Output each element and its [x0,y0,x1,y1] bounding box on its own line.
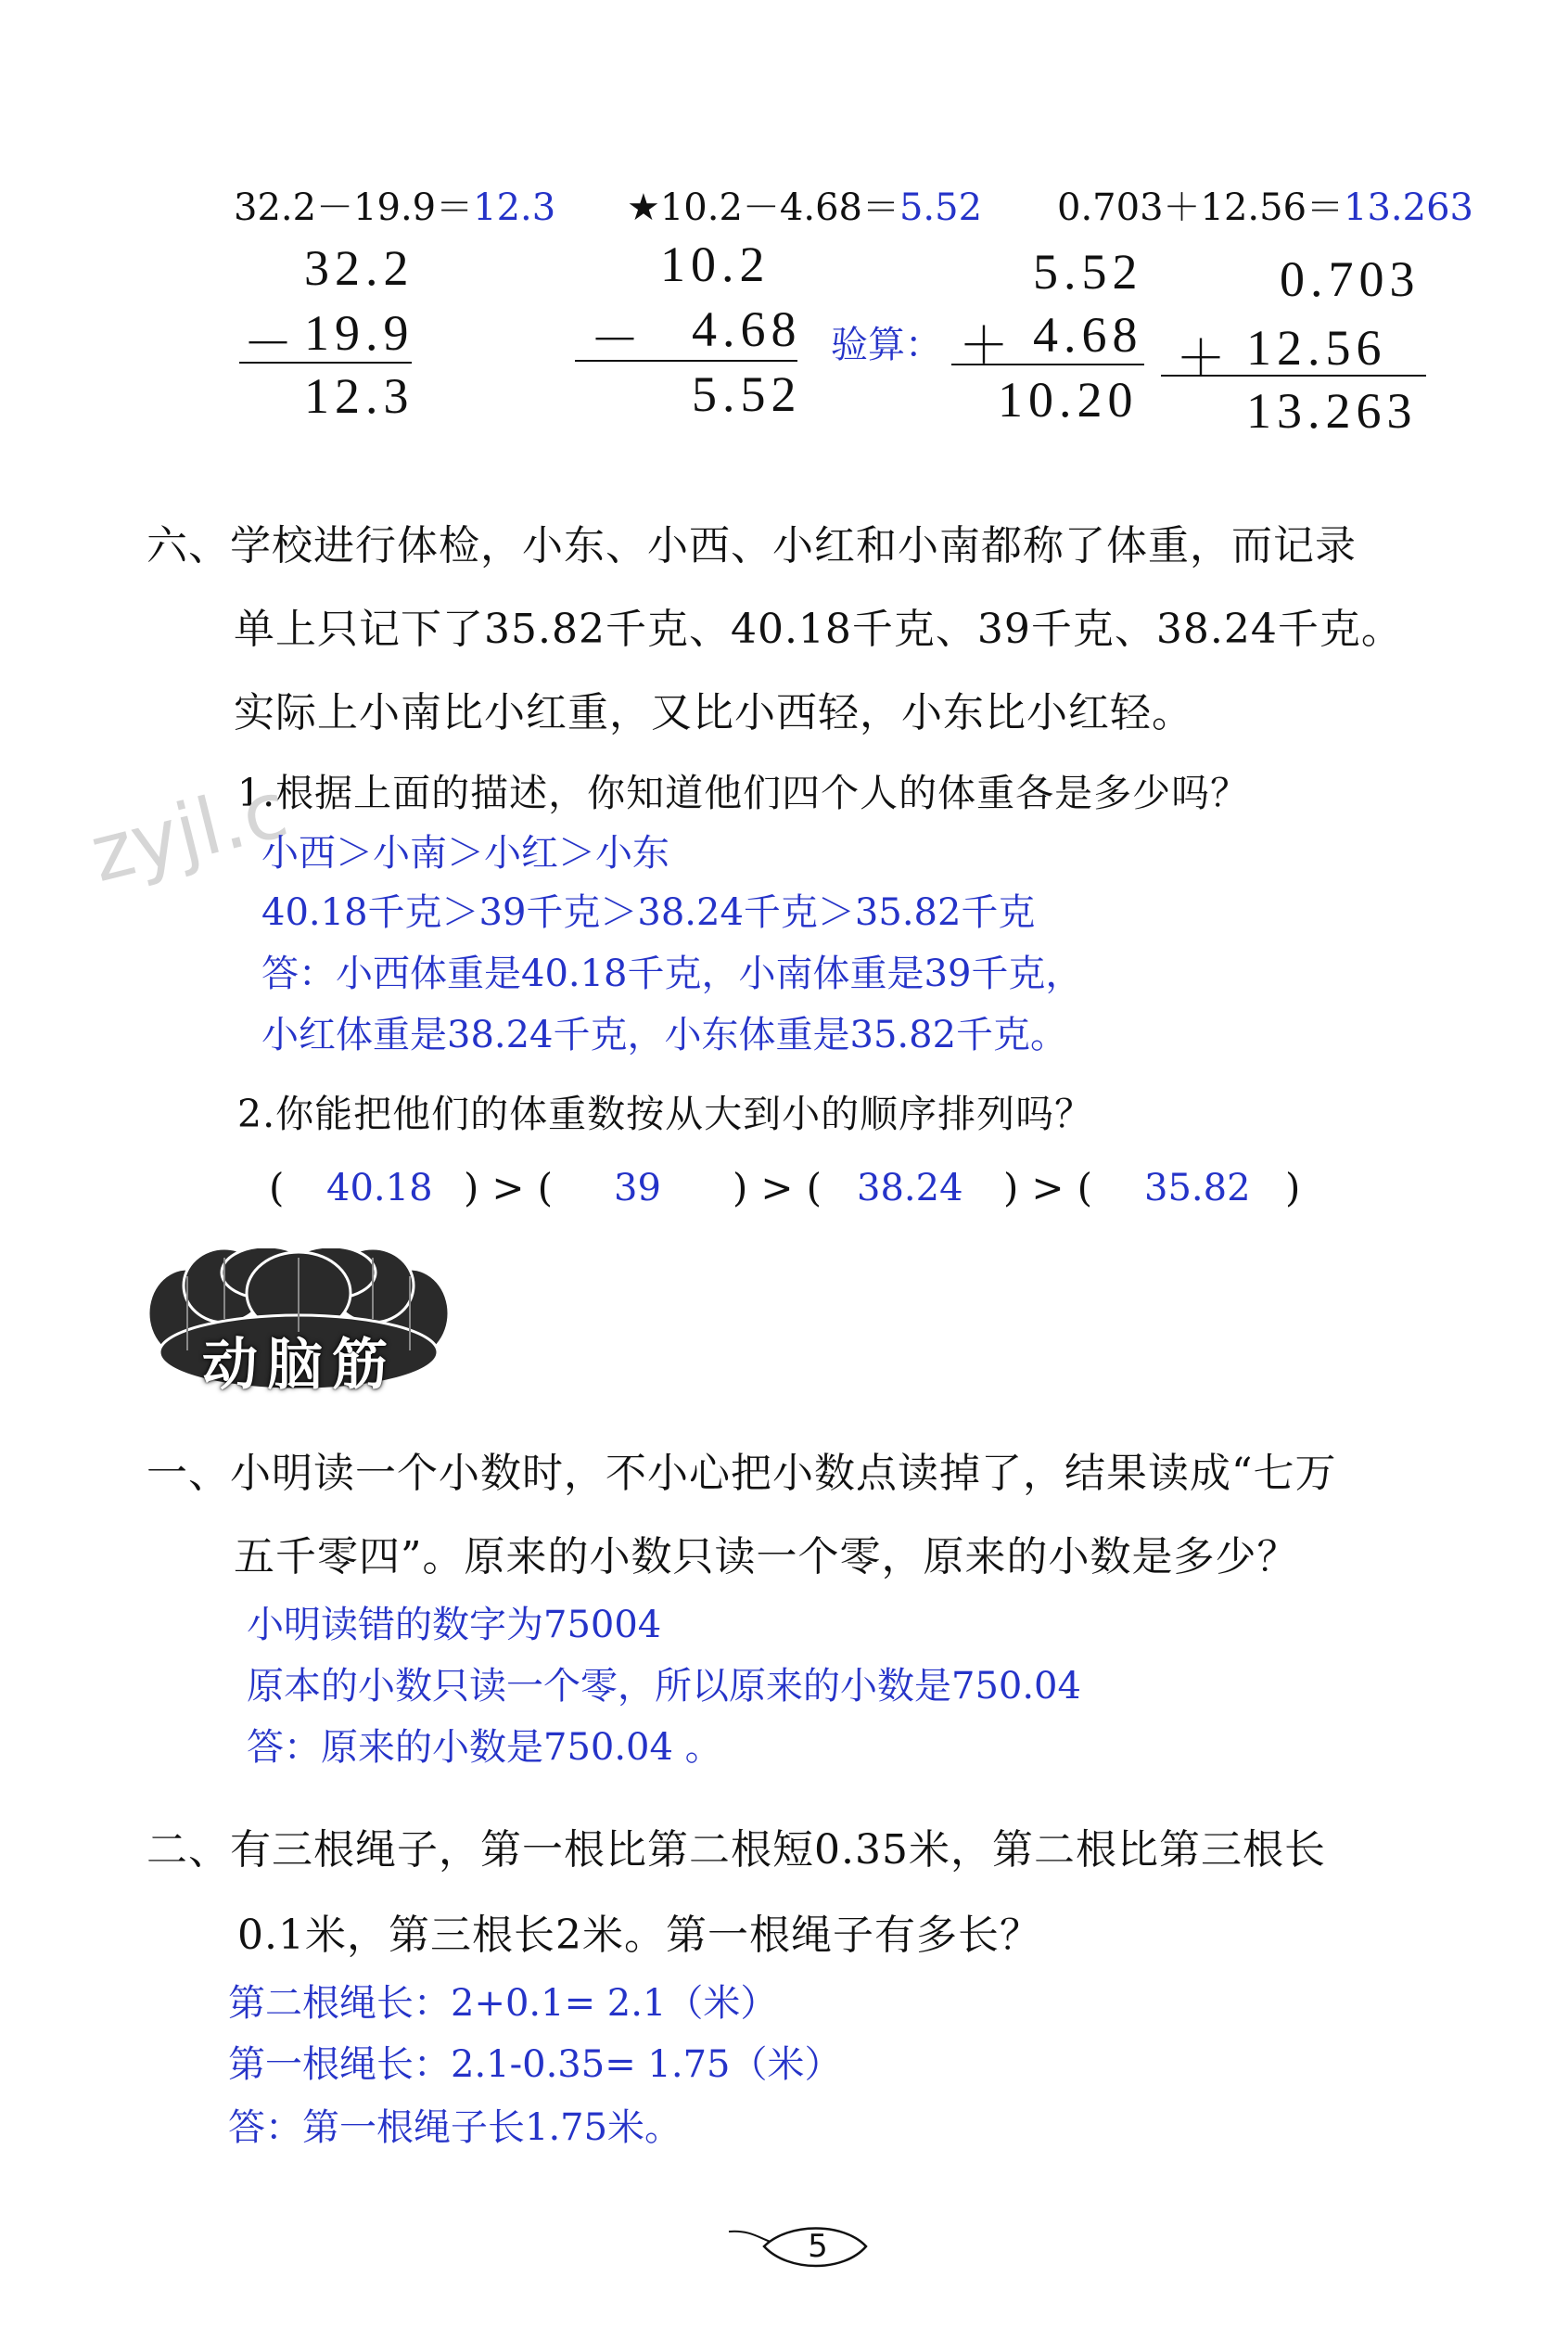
order-paren-1: ( [269,1165,285,1210]
brain-1-answer-1: 小明读错的数字为75004 [247,1604,662,1646]
watermark: zyjl.c [82,763,297,900]
brain-2-answer-2: 第一根绳长：2.1-0.35= 1.75（米） [228,2043,842,2086]
problem-6-number: 六、 [147,522,230,569]
brain-1-answer-2: 原本的小数只读一个零，所以原来的小数是750.04 [247,1665,1081,1708]
calc-1-sign: － [243,316,299,372]
equation-1 [234,178,555,231]
equation-2-answer: 5.52 [899,186,983,229]
calc-1-top: 32.2 [304,240,414,296]
order-paren-4: )>( [1003,1165,1105,1210]
problem-6-question-1: 1.根据上面的描述，你知道他们四个人的体重各是多少吗？ [237,771,1250,815]
check-label: 验算： [831,324,942,366]
check-rule [951,364,1144,365]
brain-1-line-2: 五千零四”。原来的小数只读一个零，原来的小数是多少？ [234,1533,1299,1580]
check-result: 10.20 [998,372,1139,428]
equation-3 [1057,178,1473,231]
brain-2-answer-3: 答：第一根绳子长1.75米。 [228,2106,682,2149]
brain-1-text-1: 小明读一个小数时，不小心把小数点读掉了，结果读成“七万 [230,1450,1337,1497]
q1-answer-1: 小西＞小南＞小红＞小东 [261,832,669,875]
equation-2 [627,178,982,231]
calc-1-bottom: 19.9 [304,305,414,361]
order-value-2: 39 [614,1167,661,1209]
section-title: 动脑筋 [202,1333,397,1398]
calc-3-result: 13.263 [1246,383,1418,439]
problem-6-question-2: 2.你能把他们的体重数按从大到小的顺序排列吗？ [237,1092,1094,1136]
calc-1-result: 12.3 [304,368,414,424]
calc-3-top: 0.703 [1280,251,1421,307]
brain-1-line-1 [147,1439,1337,1499]
q1-answer-3: 答：小西体重是40.18千克，小南体重是39千克， [261,953,1083,995]
order-paren-3: )>( [733,1165,835,1210]
q1-answer-2: 40.18千克＞39千克＞38.24千克＞35.82千克 [261,891,1036,934]
star-icon: ★ [627,186,660,229]
calc-2-rule [575,360,797,362]
problem-6-line-1 [147,512,1357,571]
calc-1-rule [239,362,412,364]
calc-2-sign: － [590,313,645,368]
calc-2-top: 10.2 [660,237,771,292]
equation-1-expr: 32.2－19.9＝ [234,186,474,229]
equation-3-answer: 13.263 [1344,186,1473,229]
brain-2-answer-1: 第二根绳长：2+0.1= 2.1（米） [228,1982,778,2025]
q1-answer-4: 小红体重是38.24千克，小东体重是35.82千克。 [261,1014,1068,1056]
brain-2-line-2: 0.1米，第三根长2米。第一根绳子有多长？ [237,1912,1041,1959]
problem-6-line-2: 单上只记下了35.82千克、40.18千克、39千克、38.24千克。 [234,606,1403,653]
check-sign: ＋ [959,318,1014,374]
check-top: 5.52 [1033,244,1143,300]
section-banner [141,1248,456,1412]
order-value-4: 35.82 [1144,1167,1251,1209]
problem-6-line-3: 实际上小南比小红重，又比小西轻，小东比小红轻。 [234,689,1193,736]
brain-1-answer-3: 答：原来的小数是750.04 。 [247,1726,722,1769]
brain-2-number: 二、 [147,1826,230,1874]
brain-2-text-1: 有三根绳子，第一根比第二根短0.35米，第二根比第三根长 [230,1826,1326,1874]
calc-2-result: 5.52 [692,366,802,422]
order-value-1: 40.18 [326,1167,433,1209]
calc-3-sign: ＋ [1176,331,1231,387]
calc-3-rule [1161,375,1426,377]
equation-3-expr: 0.703＋12.56＝ [1057,186,1345,229]
order-value-3: 38.24 [857,1167,963,1209]
calc-3-bottom: 12.56 [1246,320,1387,376]
brain-1-number: 一、 [147,1450,230,1497]
problem-6-text-1: 学校进行体检，小东、小西、小红和小南都称了体重，而记录 [230,522,1357,569]
order-paren-2: )>( [464,1165,566,1210]
calc-2-bottom: 4.68 [692,301,802,357]
equation-2-expr: 10.2－4.68＝ [659,186,899,229]
page-number: 5 [808,2228,828,2265]
brain-2-line-1 [147,1816,1326,1875]
page-number-badge [723,2219,872,2278]
equation-1-answer: 12.3 [473,186,556,229]
order-paren-5: ) [1285,1165,1301,1210]
check-bottom: 4.68 [1033,307,1143,363]
